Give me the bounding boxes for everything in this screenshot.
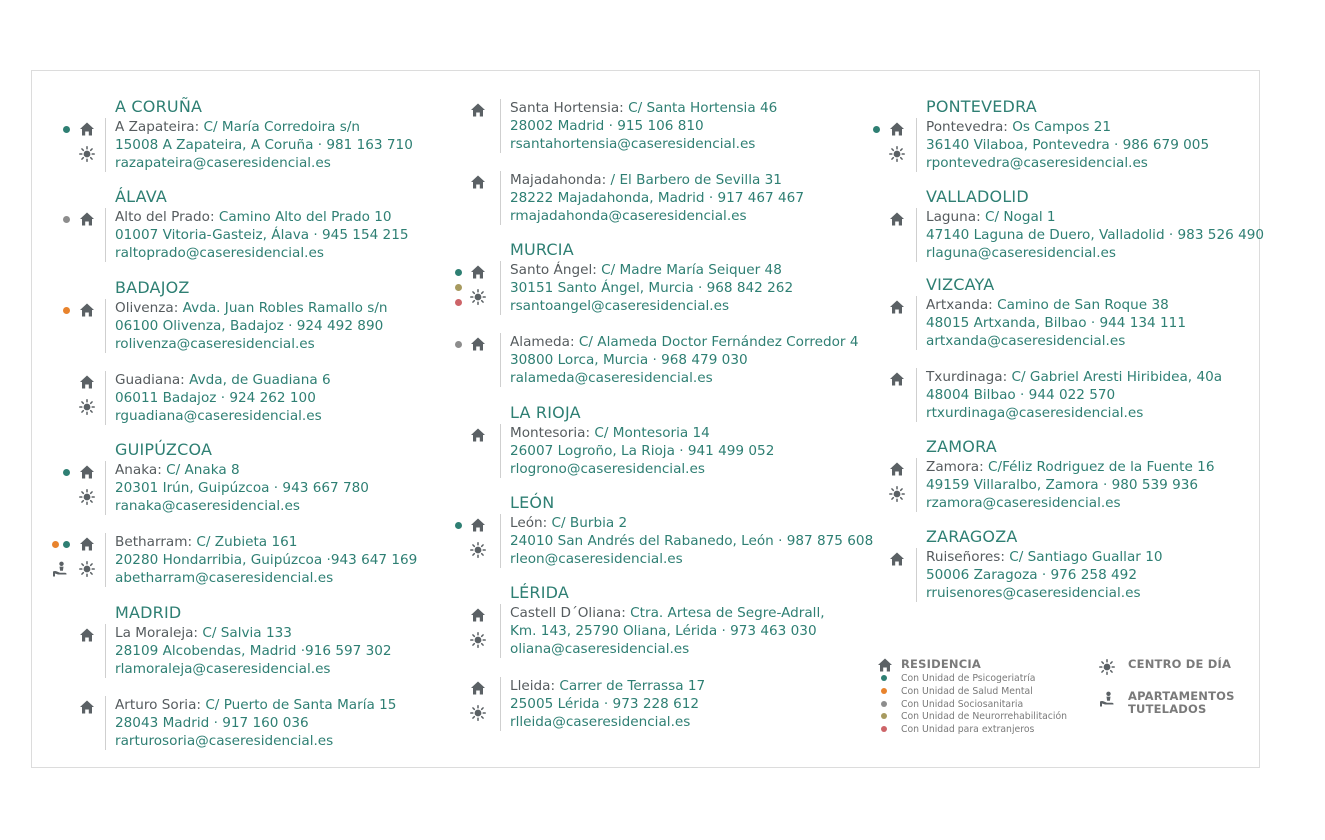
region-heading: GUIPÚZCOA xyxy=(115,440,213,459)
legend-unit-psico: Con Unidad de Psicogeriatría xyxy=(901,673,1036,684)
residence-email[interactable]: rarturosoria@caseresidencial.es xyxy=(115,733,334,749)
legend-dot-neuro xyxy=(881,713,887,719)
legend-dot-socio xyxy=(881,701,887,707)
sun-icon xyxy=(470,289,486,305)
residence-address: C/ María Corredoira s/n xyxy=(203,119,361,135)
residence-name: Olivenza: xyxy=(115,300,183,316)
legend-centro-dia: CENTRO DE DÍA xyxy=(1128,657,1232,671)
unit-dot-psico xyxy=(455,522,462,529)
home-icon xyxy=(79,627,95,643)
residence-city-phone: 28222 Majadahonda, Madrid · 917 467 467 xyxy=(510,190,804,206)
residence-address: C/Féliz Rodriguez de la Fuente 16 xyxy=(988,459,1215,475)
residence-email[interactable]: oliana@caseresidencial.es xyxy=(510,641,690,657)
residence-name: Castell D´Oliana: xyxy=(510,605,631,621)
residence-name: Santo Ángel: xyxy=(510,262,602,278)
residence-address: C/ Anaka 8 xyxy=(166,462,240,478)
residence-entry xyxy=(916,368,1222,422)
residence-name: A Zapateira: xyxy=(115,119,204,135)
sun-icon xyxy=(79,489,95,505)
residence-name: La Moraleja: xyxy=(115,625,203,641)
residence-city-phone: 06011 Badajoz · 924 262 100 xyxy=(115,390,316,406)
residence-entry xyxy=(500,261,793,315)
legend-unit-socio: Con Unidad Sociosanitaria xyxy=(901,699,1024,710)
region-heading: MADRID xyxy=(115,603,182,622)
residence-entry xyxy=(105,624,392,678)
sun-icon xyxy=(889,146,905,162)
residence-city-phone: 48004 Bilbao · 944 022 570 xyxy=(926,387,1116,403)
residence-city-phone: 47140 Laguna de Duero, Valladolid · 983 526 490 xyxy=(926,227,1265,243)
residence-entry xyxy=(105,371,331,425)
residence-address: C/ Santiago Guallar 10 xyxy=(1009,549,1163,565)
residence-address: Os Campos 21 xyxy=(1012,119,1112,135)
residence-email[interactable]: rzamora@caseresidencial.es xyxy=(926,495,1121,511)
sun-icon xyxy=(470,705,486,721)
legend-dot-psico xyxy=(881,675,887,681)
residence-name: Pontevedra: xyxy=(926,119,1013,135)
residence-address: Avda. Juan Robles Ramallo s/n xyxy=(182,300,388,316)
residence-entry xyxy=(500,171,804,225)
region-heading: PONTEVEDRA xyxy=(926,97,1037,116)
home-icon xyxy=(79,699,95,715)
region-heading: ZAMORA xyxy=(926,437,997,456)
residence-name: Laguna: xyxy=(926,209,985,225)
unit-dot-extra xyxy=(455,299,462,306)
residence-address: C/ Madre María Seiquer 48 xyxy=(601,262,782,278)
region-heading: BADAJOZ xyxy=(115,278,190,297)
residence-city-phone: 06100 Olivenza, Badajoz · 924 492 890 xyxy=(115,318,384,334)
residence-entry xyxy=(500,514,873,568)
region-heading: VIZCAYA xyxy=(926,275,995,294)
residence-city-phone: 30800 Lorca, Murcia · 968 479 030 xyxy=(510,352,748,368)
residence-name: Santa Hortensia: xyxy=(510,100,629,116)
region-heading: ÁLAVA xyxy=(115,187,168,206)
residence-entry xyxy=(105,533,417,587)
residence-entry xyxy=(105,118,413,172)
residence-email[interactable]: rsantahortensia@caseresidencial.es xyxy=(510,136,756,152)
region-heading: A CORUÑA xyxy=(115,97,203,116)
legend-unit-neuro: Con Unidad de Neurorrehabilitación xyxy=(901,711,1068,722)
residence-entry xyxy=(500,677,705,731)
residence-name: Artxanda: xyxy=(926,297,998,313)
home-icon xyxy=(889,551,905,567)
home-icon xyxy=(889,121,905,137)
unit-dot-salud xyxy=(52,541,59,548)
residence-name: Anaka: xyxy=(115,462,167,478)
residence-email[interactable]: rlamoraleja@caseresidencial.es xyxy=(115,661,331,677)
residence-name: Zamora: xyxy=(926,459,989,475)
residence-city-phone: 28002 Madrid · 915 106 810 xyxy=(510,118,704,134)
residence-address: Camino de San Roque 38 xyxy=(997,297,1169,313)
residence-city-phone: 49159 Villaralbo, Zamora · 980 539 936 xyxy=(926,477,1199,493)
assisted-living-icon xyxy=(52,561,68,577)
residence-email[interactable]: rsantoangel@caseresidencial.es xyxy=(510,298,730,314)
residence-city-phone: 36140 Vilaboa, Pontevedra · 986 679 005 xyxy=(926,137,1210,153)
residence-address: C/ Gabriel Aresti Hiribidea, 40a xyxy=(1011,369,1223,385)
unit-dot-socio xyxy=(455,341,462,348)
unit-dot-psico xyxy=(873,126,880,133)
unit-dot-salud xyxy=(63,307,70,314)
region-heading: MURCIA xyxy=(510,240,574,259)
region-heading: LA RIOJA xyxy=(510,403,581,422)
residence-name: Lleida: xyxy=(510,678,560,694)
legend-unit-salud: Con Unidad de Salud Mental xyxy=(901,686,1033,697)
region-heading: LÉRIDA xyxy=(510,583,570,602)
assisted-living-icon xyxy=(1099,691,1115,707)
residence-name: Arturo Soria: xyxy=(115,697,206,713)
legend-tutelados: TUTELADOS xyxy=(1128,702,1207,716)
unit-dot-psico xyxy=(63,126,70,133)
residence-name: Montesoria: xyxy=(510,425,595,441)
residence-email[interactable]: rolivenza@caseresidencial.es xyxy=(115,336,315,352)
home-icon xyxy=(79,374,95,390)
home-icon xyxy=(470,264,486,280)
residence-address: Ctra. Artesa de Segre-Adrall, xyxy=(630,605,825,621)
home-icon xyxy=(470,680,486,696)
home-icon xyxy=(889,461,905,477)
sun-icon xyxy=(470,542,486,558)
residence-email[interactable]: rruisenores@caseresidencial.es xyxy=(926,585,1141,601)
home-icon xyxy=(877,657,893,673)
residence-address: Avda, de Guadiana 6 xyxy=(189,372,331,388)
residence-entry xyxy=(105,299,388,353)
residence-entry xyxy=(500,424,774,478)
residence-email[interactable]: rlaguna@caseresidencial.es xyxy=(926,245,1116,261)
home-icon xyxy=(470,517,486,533)
residence-city-phone: 48015 Artxanda, Bilbao · 944 134 111 xyxy=(926,315,1186,331)
home-icon xyxy=(470,102,486,118)
residence-address: C/ Alameda Doctor Fernández Corredor 4 xyxy=(578,334,859,350)
residence-entry xyxy=(105,696,396,750)
residence-address: C/ Nogal 1 xyxy=(985,209,1056,225)
sun-icon xyxy=(1099,659,1115,675)
residence-entry xyxy=(916,548,1163,602)
residence-address: C/ Puerto de Santa María 15 xyxy=(205,697,397,713)
residence-address: C/ Santa Hortensia 46 xyxy=(628,100,778,116)
residence-name: Alameda: xyxy=(510,334,579,350)
legend-residencia: RESIDENCIA xyxy=(901,657,981,671)
residence-email[interactable]: rtxurdinaga@caseresidencial.es xyxy=(926,405,1144,421)
unit-dot-neuro xyxy=(455,284,462,291)
home-icon xyxy=(79,121,95,137)
residence-entry xyxy=(500,333,859,387)
residence-email[interactable]: razapateira@caseresidencial.es xyxy=(115,155,331,171)
home-icon xyxy=(79,464,95,480)
residence-address: Camino Alto del Prado 10 xyxy=(218,209,392,225)
residence-address: C/ Burbia 2 xyxy=(551,515,628,531)
residence-entry xyxy=(105,208,409,262)
residence-name: León: xyxy=(510,515,552,531)
residence-entry xyxy=(916,118,1209,172)
region-heading: ZARAGOZA xyxy=(926,527,1018,546)
residence-city-phone: Km. 143, 25790 Oliana, Lérida · 973 463 030 xyxy=(510,623,817,639)
residence-name: Txurdinaga: xyxy=(926,369,1012,385)
legend-dot-extra xyxy=(881,726,887,732)
residence-entry xyxy=(916,458,1215,512)
residence-name: Majadahonda: xyxy=(510,172,611,188)
home-icon xyxy=(470,427,486,443)
home-icon xyxy=(79,536,95,552)
residence-address: C/ Salvia 133 xyxy=(202,625,292,641)
home-icon xyxy=(79,302,95,318)
legend-apartamentos: APARTAMENTOS xyxy=(1128,689,1235,703)
home-icon xyxy=(889,211,905,227)
residence-city-phone: 20280 Hondarribia, Guipúzcoa ·943 647 169 xyxy=(115,552,418,568)
home-icon xyxy=(889,371,905,387)
residence-entry xyxy=(916,296,1186,350)
residence-email[interactable]: ralameda@caseresidencial.es xyxy=(510,370,713,386)
residence-entry xyxy=(916,208,1264,262)
residence-email[interactable]: raltoprado@caseresidencial.es xyxy=(115,245,324,261)
residence-city-phone: 26007 Logroño, La Rioja · 941 499 052 xyxy=(510,443,775,459)
residence-address: C/ Zubieta 161 xyxy=(196,534,298,550)
residence-city-phone: 50006 Zaragoza · 976 258 492 xyxy=(926,567,1137,583)
sun-icon xyxy=(79,561,95,577)
unit-dot-socio xyxy=(63,216,70,223)
unit-dot-psico xyxy=(63,469,70,476)
unit-dot-psico xyxy=(455,269,462,276)
residence-email[interactable]: artxanda@caseresidencial.es xyxy=(926,333,1126,349)
residence-address: / El Barbero de Sevilla 31 xyxy=(610,172,782,188)
residence-address: C/ Montesoria 14 xyxy=(594,425,710,441)
residence-email[interactable]: rlleida@caseresidencial.es xyxy=(510,714,691,730)
residence-email[interactable]: rmajadahonda@caseresidencial.es xyxy=(510,208,747,224)
sun-icon xyxy=(79,146,95,162)
unit-dot-psico xyxy=(63,541,70,548)
residence-name: Betharram: xyxy=(115,534,197,550)
home-icon xyxy=(79,211,95,227)
residence-email[interactable]: ranaka@caseresidencial.es xyxy=(115,498,300,514)
legend-dot-salud xyxy=(881,688,887,694)
legend-unit-extra: Con Unidad para extranjeros xyxy=(901,724,1035,735)
residence-email[interactable]: rlogrono@caseresidencial.es xyxy=(510,461,705,477)
home-icon xyxy=(470,336,486,352)
sun-icon xyxy=(470,632,486,648)
sun-icon xyxy=(79,399,95,415)
sun-icon xyxy=(889,486,905,502)
residence-city-phone: 24010 San Andrés del Rabanedo, León · 987 875 608 xyxy=(510,533,874,549)
residence-city-phone: 20301 Irún, Guipúzcoa · 943 667 780 xyxy=(115,480,369,496)
home-icon xyxy=(470,607,486,623)
residence-address: Carrer de Terrassa 17 xyxy=(559,678,706,694)
home-icon xyxy=(889,299,905,315)
residence-entry xyxy=(500,604,825,658)
residence-email[interactable]: rleon@caseresidencial.es xyxy=(510,551,683,567)
residence-name: Alto del Prado: xyxy=(115,209,219,225)
residence-name: Ruiseñores: xyxy=(926,549,1010,565)
region-heading: LEÓN xyxy=(510,493,555,512)
home-icon xyxy=(470,174,486,190)
region-heading: VALLADOLID xyxy=(926,187,1029,206)
residence-email[interactable]: rguadiana@caseresidencial.es xyxy=(115,408,322,424)
residence-city-phone: 15008 A Zapateira, A Coruña · 981 163 710 xyxy=(115,137,413,153)
residence-city-phone: 28109 Alcobendas, Madrid ·916 597 302 xyxy=(115,643,392,659)
residence-name: Guadiana: xyxy=(115,372,190,388)
residence-city-phone: 28043 Madrid · 917 160 036 xyxy=(115,715,309,731)
residence-city-phone: 01007 Vitoria-Gasteiz, Álava · 945 154 215 xyxy=(115,227,409,243)
residence-email[interactable]: abetharram@caseresidencial.es xyxy=(115,570,334,586)
residence-entry xyxy=(500,99,777,153)
residence-email[interactable]: rpontevedra@caseresidencial.es xyxy=(926,155,1148,171)
residence-city-phone: 30151 Santo Ángel, Murcia · 968 842 262 xyxy=(510,280,794,296)
residence-entry xyxy=(105,461,369,515)
residence-city-phone: 25005 Lérida · 973 228 612 xyxy=(510,696,700,712)
